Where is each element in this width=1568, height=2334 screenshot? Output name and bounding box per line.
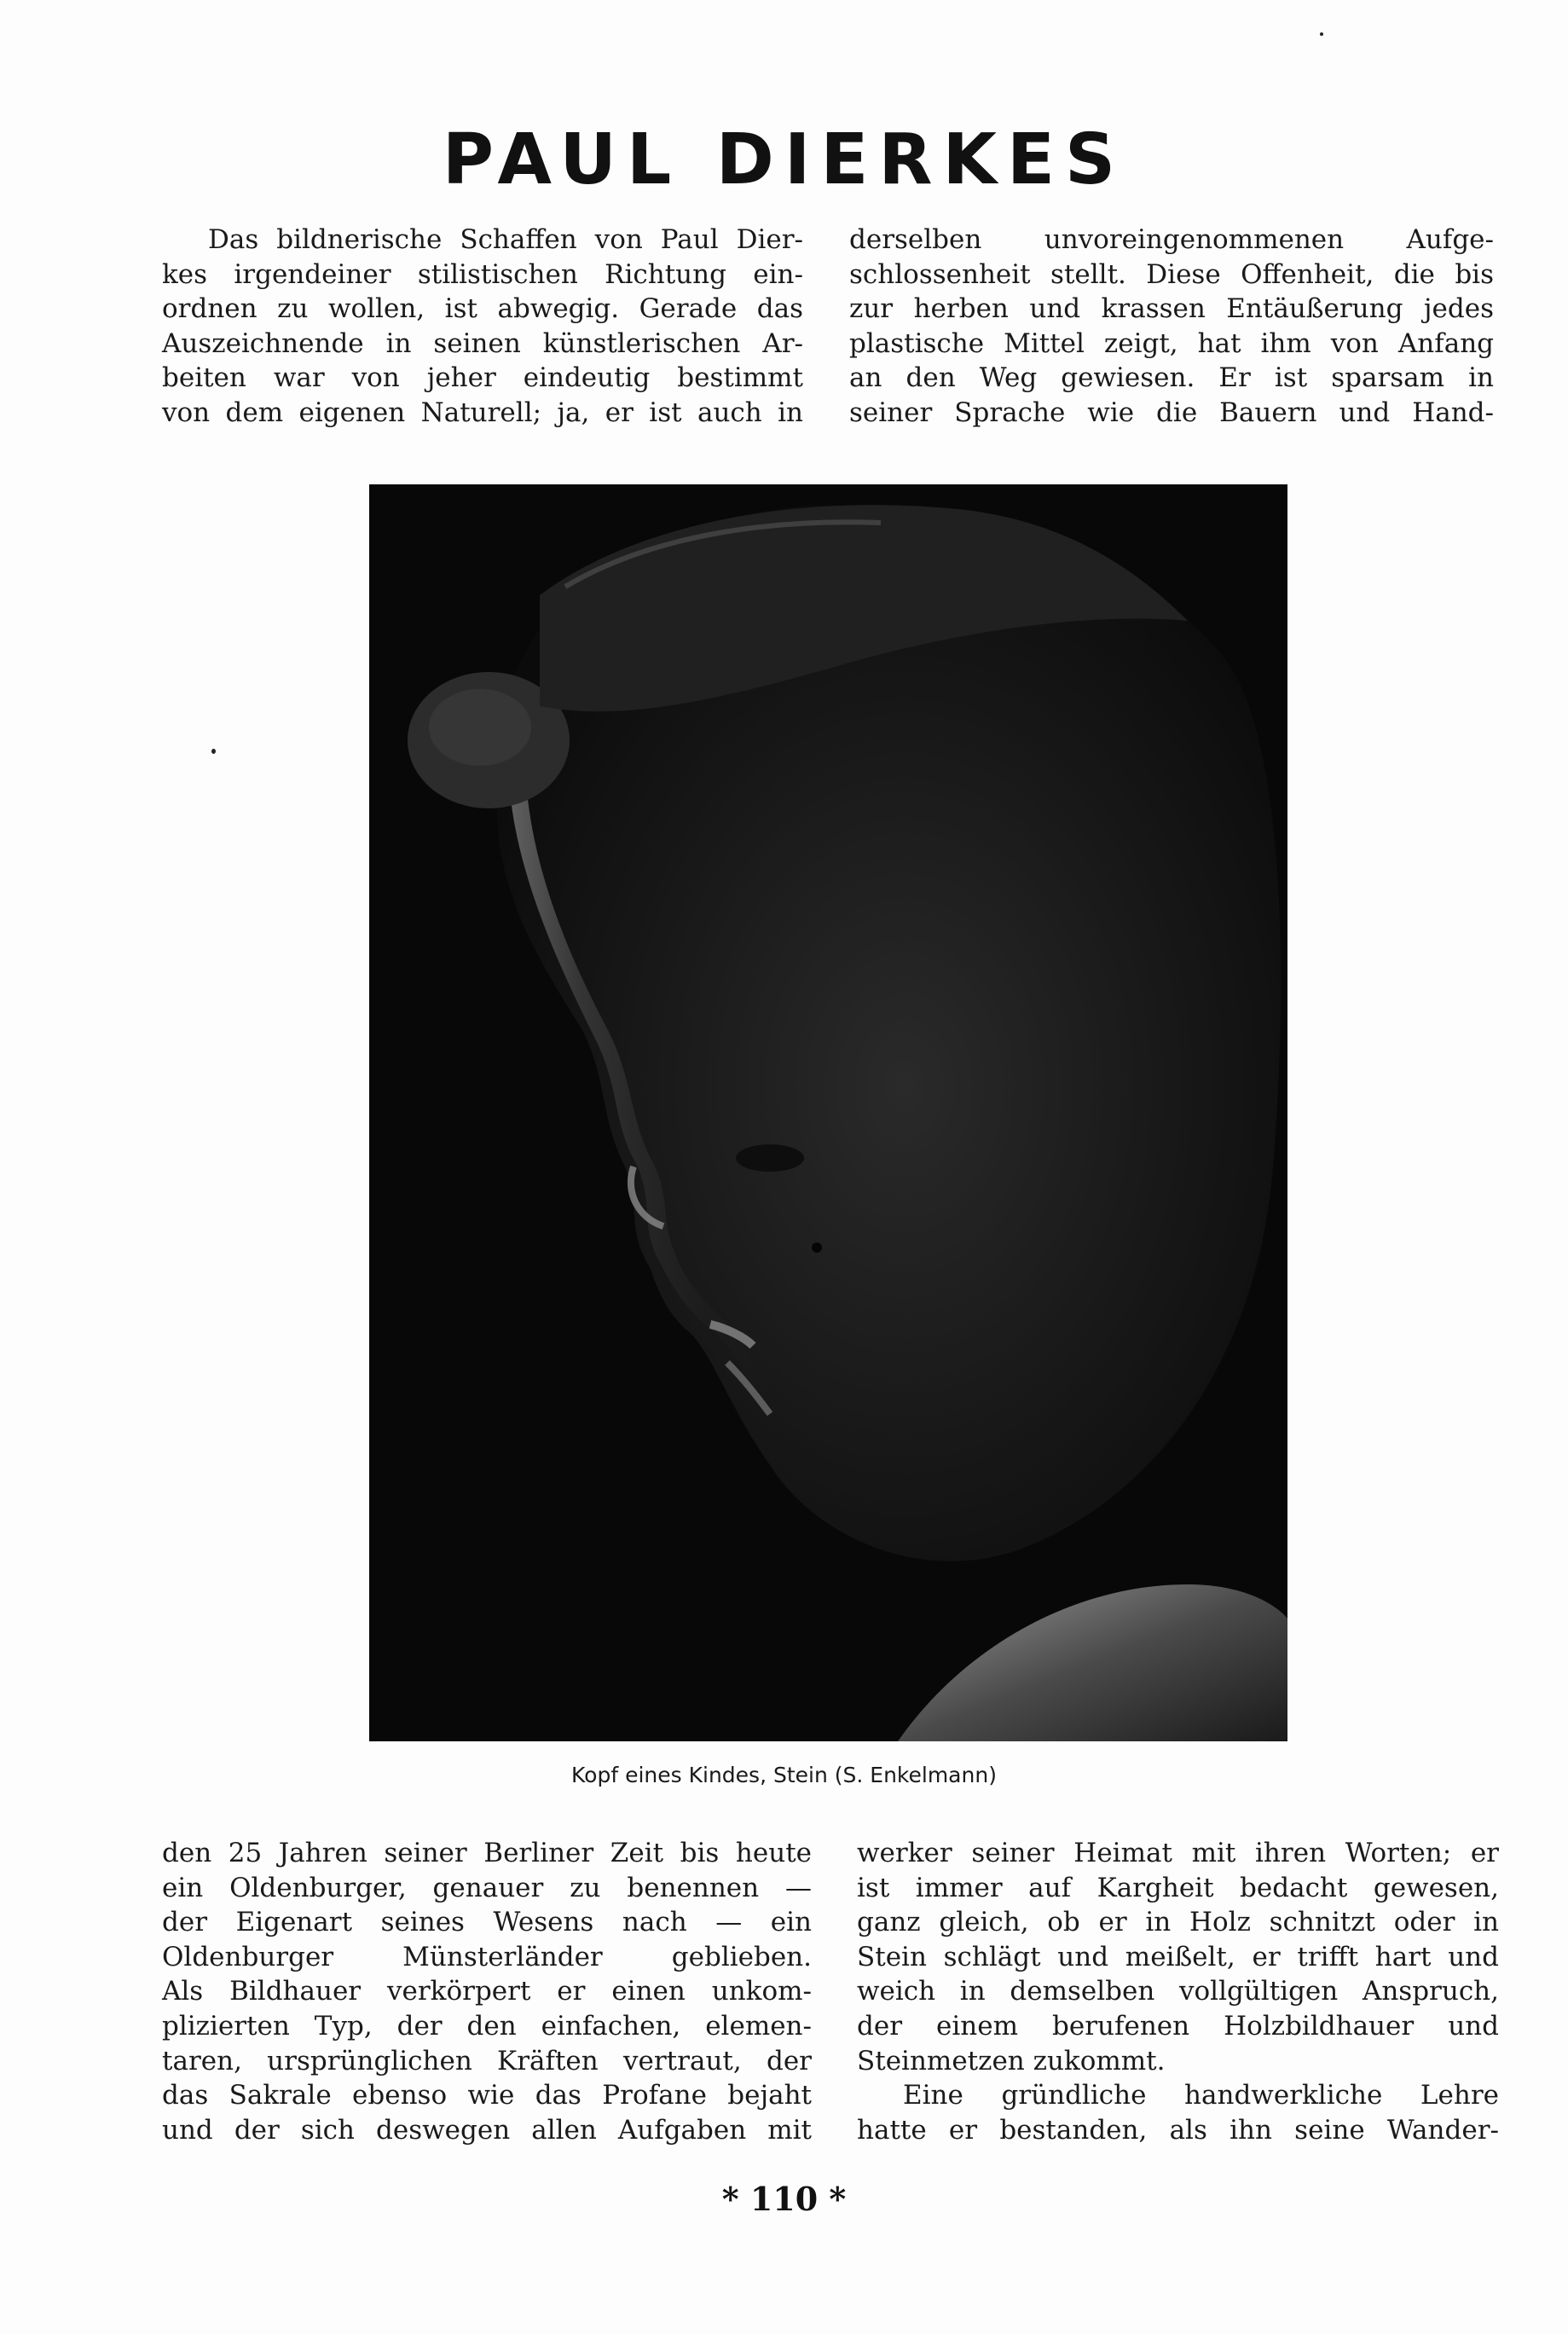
- text-column-bottom-left: [162, 1836, 812, 2147]
- text-column-top-left: [162, 223, 803, 431]
- text-line: taren, ursprünglichen Kräften vertraut, der: [162, 2045, 812, 2076]
- child-head-sculpture-image: [369, 484, 1287, 1741]
- text-line: den 25 Jahren seiner Berliner Zeit bis heute: [162, 1838, 812, 1868]
- text-line: plizierten Typ, der den einfachen, elemen-: [162, 2010, 812, 2042]
- text-line: Stein schlägt und meißelt, er trifft hart und: [857, 1941, 1499, 1972]
- text-line: Oldenburger Münsterländer geblieben.: [162, 1941, 812, 1972]
- text-line: Steinmetzen zukommt.: [857, 2045, 1166, 2076]
- text-line: plastische Mittel zeigt, hat ihm von Anfang: [849, 327, 1494, 359]
- text-line: kes irgendeiner stilistischen Richtung ein-: [162, 258, 803, 290]
- text-line: zur herben und krassen Entäußerung jedes: [849, 293, 1494, 325]
- text-line: der einem berufenen Holzbildhauer und: [857, 2010, 1499, 2042]
- text-line: ordnen zu wollen, ist abwegig. Gerade das: [162, 293, 803, 325]
- text-line: ganz gleich, ob er in Holz schnitzt oder in: [857, 1907, 1499, 1938]
- text-line: Auszeichnende in seinen künstlerischen Ar-: [162, 327, 803, 359]
- text-column-top-right: [849, 223, 1494, 431]
- text-line: ist immer auf Kargheit bedacht gewesen,: [857, 1872, 1499, 1903]
- page-number: * 110 *: [721, 2180, 847, 2218]
- photo-caption: Kopf eines Kindes, Stein (S. Enkelmann): [571, 1763, 997, 1787]
- text-line: Als Bildhauer verkörpert er einen unkom-: [162, 1976, 812, 2007]
- page-title: PAUL DIERKES: [442, 119, 1126, 200]
- text-line: derselben unvoreingenommenen Aufge-: [849, 224, 1494, 255]
- text-line: ein Oldenburger, genauer zu benennen —: [162, 1872, 812, 1903]
- text-line: weich in demselben vollgültigen Anspruch,: [857, 1976, 1499, 2007]
- sculpture-photograph: [369, 484, 1287, 1741]
- text-line: werker seiner Heimat mit ihren Worten; er: [857, 1838, 1499, 1868]
- text-line: seiner Sprache wie die Bauern und Hand-: [849, 397, 1494, 428]
- text-line: hatte er bestanden, als ihn seine Wander-: [857, 2114, 1499, 2146]
- print-speck: [1320, 32, 1323, 36]
- text-line: Das bildnerische Schaffen von Paul Dier-: [208, 224, 803, 255]
- text-line: Eine gründliche handwerkliche Lehre: [903, 2080, 1499, 2111]
- text-column-bottom-right: [857, 1836, 1499, 2147]
- text-line: der Eigenart seines Wesens nach — ein: [162, 1907, 812, 1938]
- text-line: von dem eigenen Naturell; ja, er ist auch in: [162, 397, 803, 428]
- text-line: beiten war von jeher eindeutig bestimmt: [162, 362, 803, 394]
- text-line: das Sakrale ebenso wie das Profane bejaht: [162, 2080, 812, 2111]
- print-speck: [211, 749, 216, 754]
- text-line: und der sich deswegen allen Aufgaben mit: [162, 2114, 812, 2146]
- text-line: an den Weg gewiesen. Er ist sparsam in: [849, 362, 1494, 394]
- text-line: schlossenheit stellt. Diese Offenheit, die bis: [849, 258, 1494, 290]
